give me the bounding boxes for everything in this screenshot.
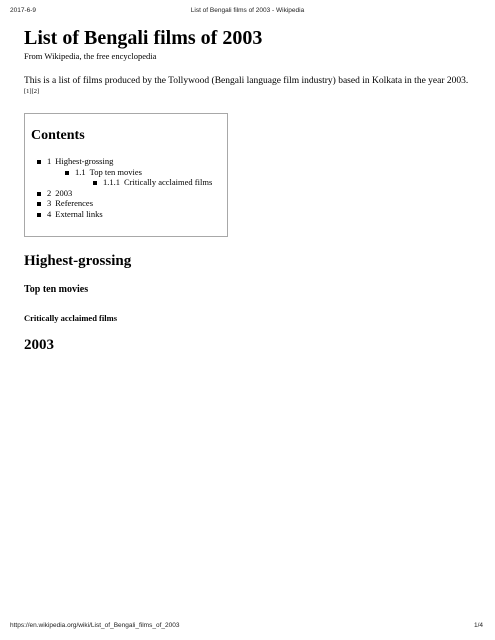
toc-label: 2003	[55, 187, 73, 198]
toc-label: Critically acclaimed films	[124, 177, 213, 187]
toc-item-critically-acclaimed[interactable]	[87, 177, 227, 188]
bullet-icon	[93, 181, 97, 185]
reference-links[interactable]: [1][2]	[24, 87, 40, 95]
section-heading-highest-grossing: Highest-grossing	[24, 253, 132, 269]
page-subtitle: From Wikipedia, the free encyclopedia	[24, 51, 157, 61]
section-heading-critically-acclaimed: Critically acclaimed films	[24, 313, 118, 323]
toc-item-2003[interactable]	[31, 188, 227, 199]
toc-list	[31, 156, 227, 219]
toc-item-references[interactable]	[31, 198, 227, 209]
article-content	[24, 27, 474, 354]
toc-number: 4	[47, 208, 52, 219]
bullet-icon	[65, 171, 69, 175]
toc-item-highest-grossing[interactable]	[31, 156, 227, 188]
toc-item-top-ten-movies[interactable]	[59, 167, 227, 188]
intro-text: This is a list of films produced by the Tollywood (Bengali language film industry) based in Kolkata in the year 2003.	[24, 76, 469, 86]
print-title: List of Bengali films of 2003 - Wikipedia	[190, 7, 305, 14]
toc-number: 3	[47, 198, 52, 208]
print-date: 2017-6-9	[10, 7, 37, 14]
bullet-icon	[37, 213, 41, 217]
section-heading-2003: 2003	[24, 337, 54, 353]
page-url-link[interactable]: https://en.wikipedia.org/wiki/List_of_Bengali_films_of_2003	[10, 622, 180, 629]
table-of-contents	[24, 113, 228, 237]
bullet-icon	[37, 160, 41, 164]
bullet-icon	[37, 192, 41, 196]
toc-item-external-links[interactable]	[31, 209, 227, 220]
toc-number: 1.1	[75, 166, 86, 177]
intro-paragraph	[24, 74, 469, 102]
toc-label: Top ten movies	[89, 166, 142, 177]
section-heading-top-ten-movies: Top ten movies	[24, 284, 89, 295]
page-title: List of Bengali films of 2003	[24, 27, 263, 49]
toc-number: 1.1.1	[103, 177, 120, 187]
page-number: 1/4	[473, 622, 483, 629]
toc-number: 1	[47, 156, 52, 166]
toc-label: Highest-grossing	[55, 156, 114, 166]
toc-label: External links	[55, 208, 103, 219]
bullet-icon	[37, 202, 41, 206]
toc-number: 2	[47, 187, 52, 198]
toc-title: Contents	[31, 128, 85, 143]
toc-label: References	[55, 198, 94, 208]
